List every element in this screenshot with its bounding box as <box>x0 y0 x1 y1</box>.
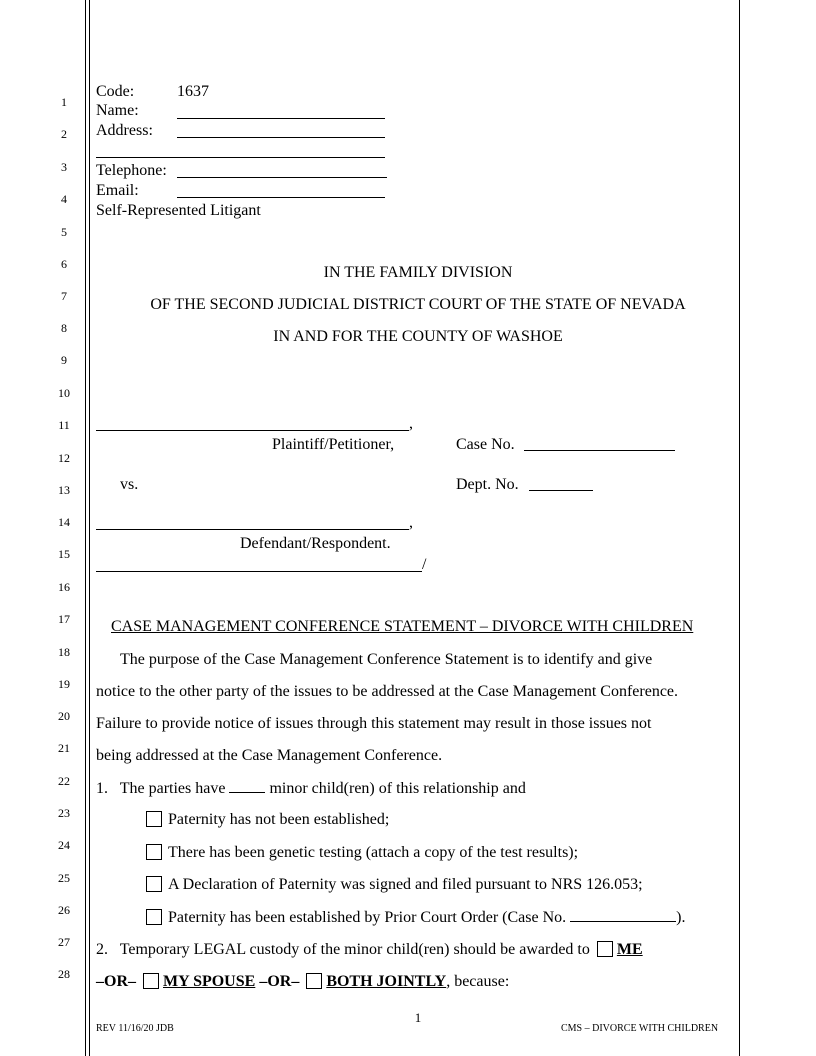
line-number: 3 <box>61 160 67 174</box>
children-count-field[interactable] <box>229 778 265 793</box>
option-label: Paternity has been established by Prior Court Order (Case No. <box>168 909 567 926</box>
caption-slash: / <box>422 556 427 573</box>
line-number: 14 <box>58 515 70 529</box>
line-number: 20 <box>58 709 70 723</box>
line-number: 24 <box>58 838 70 852</box>
custody-me-checkbox[interactable] <box>597 941 613 957</box>
item-1-text-b: minor child(ren) of this relationship and <box>269 780 526 797</box>
name-label: Name: <box>96 102 139 119</box>
right-margin-rule <box>739 0 740 1056</box>
dept-number-field[interactable] <box>529 490 593 491</box>
line-number: 23 <box>58 806 70 820</box>
genetic-testing-checkbox[interactable] <box>146 844 162 860</box>
left-margin-rule-1 <box>85 0 86 1056</box>
item-2-text: Temporary LEGAL custody of the minor child(ren) should be awarded to <box>119 941 590 958</box>
intro-line-4: being addressed at the Case Management Conference. <box>96 747 443 764</box>
document-title: CASE MANAGEMENT CONFERENCE STATEMENT – DIVORCE WITH CHILDREN <box>111 618 694 635</box>
line-number: 1 <box>61 95 67 109</box>
dept-number-label: Dept. No. <box>456 476 519 493</box>
defendant-label: Defendant/Respondent. <box>240 535 391 552</box>
paternity-option-4 <box>146 907 685 928</box>
case-number-field[interactable] <box>524 450 675 451</box>
line-number: 28 <box>58 967 70 981</box>
line-number: 2 <box>61 127 67 141</box>
line-number: 9 <box>61 353 67 367</box>
revision-label: REV 11/16/20 JDB <box>96 1023 174 1034</box>
intro-line-1: The purpose of the Case Management Conference Statement is to identify and give <box>120 651 653 668</box>
line-number: 26 <box>58 903 70 917</box>
custody-spouse-checkbox[interactable] <box>143 973 159 989</box>
paternity-option-3 <box>146 875 643 895</box>
option-end: ). <box>676 909 686 926</box>
line-number: 6 <box>61 257 67 271</box>
court-name: OF THE SECOND JUDICIAL DISTRICT COURT OF THE STATE OF NEVADA <box>150 296 686 313</box>
code-label: Code: <box>96 83 135 100</box>
line-number: 13 <box>58 483 70 497</box>
item-1-text-a: The parties have <box>119 780 226 797</box>
code-value: 1637 <box>177 83 209 100</box>
item-2-options <box>96 972 509 992</box>
line-number: 21 <box>58 741 70 755</box>
defendant-comma: , <box>409 514 413 531</box>
address-label: Address: <box>96 122 153 139</box>
litigant-label: Self-Represented Litigant <box>96 202 261 219</box>
line-number: 11 <box>58 418 70 432</box>
option-label: A Declaration of Paternity was signed and filed pursuant to NRS 126.053; <box>168 876 643 893</box>
item-2-number: 2. <box>96 941 108 958</box>
plaintiff-name-field[interactable] <box>96 430 409 431</box>
option-label: There has been genetic testing (attach a copy of the test results); <box>168 844 579 861</box>
line-number: 17 <box>58 612 70 626</box>
declaration-of-paternity-checkbox[interactable] <box>146 876 162 892</box>
caption-closing-line <box>96 571 422 572</box>
telephone-field[interactable] <box>177 177 387 178</box>
custody-spouse-label: MY SPOUSE <box>163 973 256 990</box>
paternity-option-1 <box>146 810 389 830</box>
address-field-line-2[interactable] <box>96 157 385 158</box>
court-county: IN AND FOR THE COUNTY OF WASHOE <box>273 328 563 345</box>
because-text: , because: <box>446 973 510 990</box>
line-number: 16 <box>58 580 70 594</box>
case-number-label: Case No. <box>456 436 515 453</box>
prior-court-order-checkbox[interactable] <box>146 909 162 925</box>
page-number: 1 <box>414 1010 422 1025</box>
or-separator: –OR– <box>96 973 136 990</box>
intro-line-2: notice to the other party of the issues to be addressed at the Case Management Conference. <box>96 683 679 700</box>
or-separator: –OR– <box>259 973 300 990</box>
email-field[interactable] <box>177 197 385 198</box>
plaintiff-label: Plaintiff/Petitioner, <box>272 436 395 453</box>
paternity-option-2 <box>146 843 578 863</box>
custody-jointly-label: BOTH JOINTLY <box>326 973 447 990</box>
item-1 <box>96 778 526 799</box>
name-field[interactable] <box>177 118 385 119</box>
defendant-name-field[interactable] <box>96 529 409 530</box>
line-number: 27 <box>58 935 70 949</box>
item-2 <box>96 940 643 960</box>
email-label: Email: <box>96 182 139 199</box>
item-1-number: 1. <box>96 780 108 797</box>
versus: vs. <box>120 476 139 493</box>
line-number: 10 <box>58 386 70 400</box>
line-number: 12 <box>58 451 70 465</box>
line-number: 15 <box>58 547 70 561</box>
telephone-label: Telephone: <box>96 162 167 179</box>
option-label: Paternity has not been established; <box>168 811 390 828</box>
line-number: 8 <box>61 321 67 335</box>
line-number: 5 <box>61 225 67 239</box>
paternity-not-established-checkbox[interactable] <box>146 811 162 827</box>
line-number: 25 <box>58 871 70 885</box>
plaintiff-comma: , <box>409 415 413 432</box>
left-margin-rule-2 <box>89 0 90 1056</box>
custody-me-label: ME <box>616 941 643 958</box>
line-number: 7 <box>61 289 67 303</box>
line-number: 22 <box>58 774 70 788</box>
court-division: IN THE FAMILY DIVISION <box>323 264 513 281</box>
custody-jointly-checkbox[interactable] <box>306 973 322 989</box>
line-number: 4 <box>61 192 67 206</box>
address-field[interactable] <box>177 137 385 138</box>
line-number: 19 <box>58 677 70 691</box>
line-number: 18 <box>58 645 70 659</box>
prior-case-number-field[interactable] <box>570 907 676 922</box>
form-name: CMS – DIVORCE WITH CHILDREN <box>561 1023 719 1034</box>
intro-line-3: Failure to provide notice of issues through this statement may result in those issues not <box>96 715 652 732</box>
